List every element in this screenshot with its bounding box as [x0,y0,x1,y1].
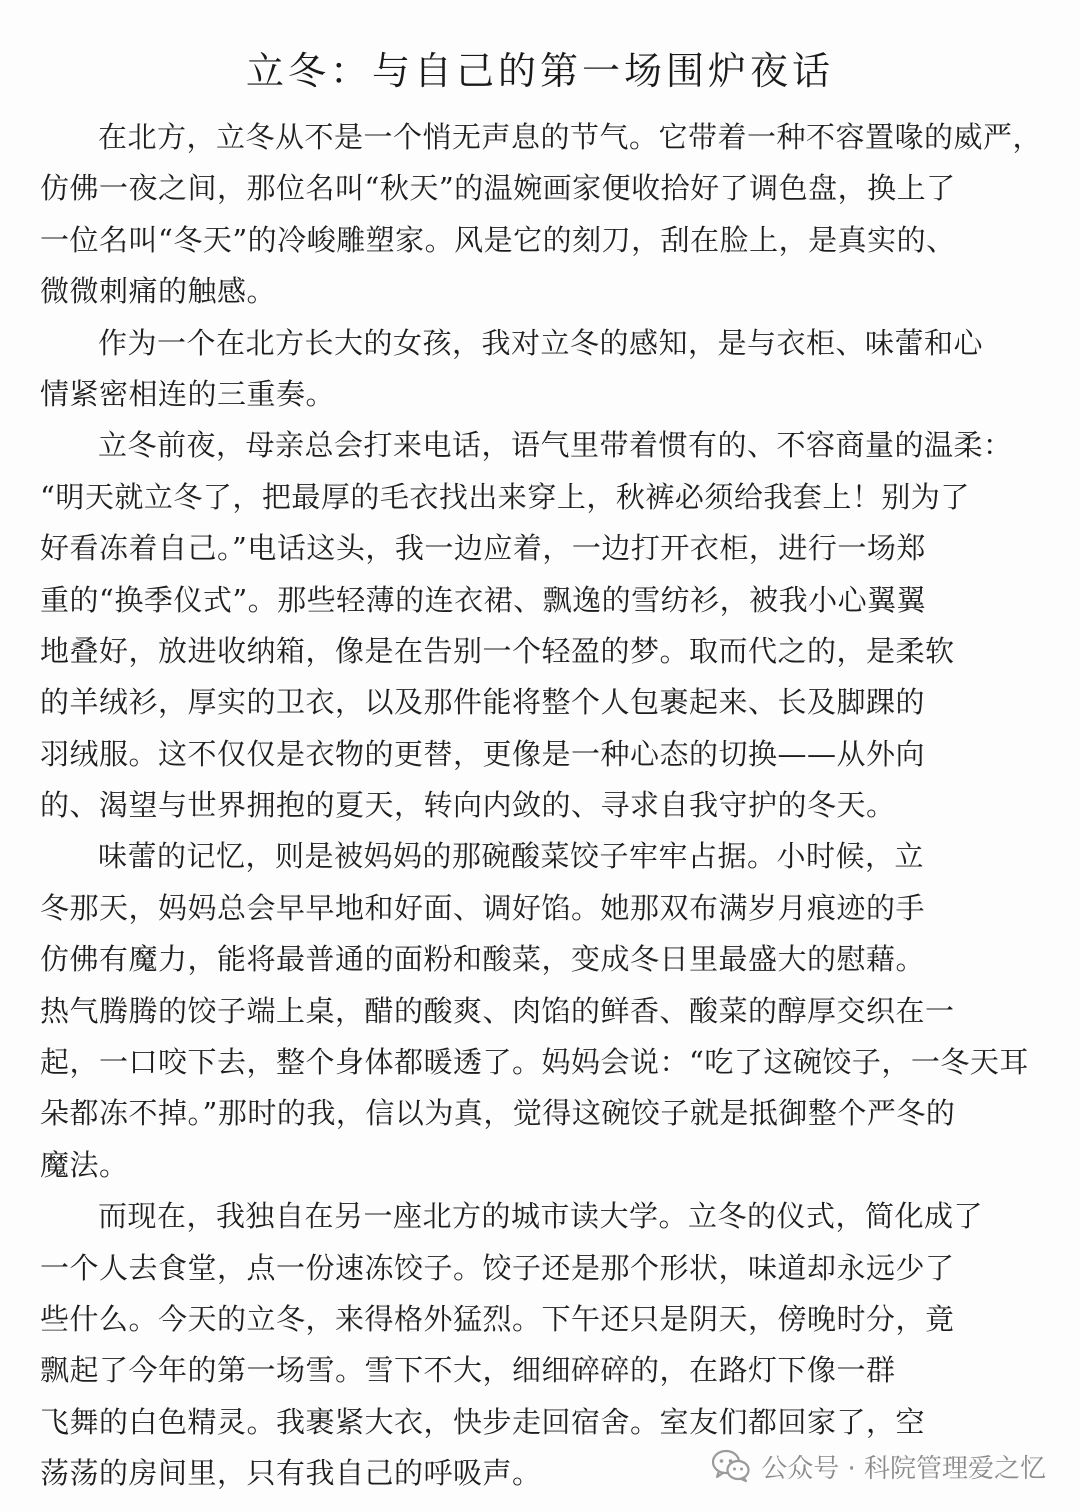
text-line: 重的“换季仪式”。那些轻薄的连衣裙、飘逸的雪纺衫，被我小心翼翼 [40,582,927,617]
text-line: 仿佛有魔力，能将最普通的面粉和酸菜，变成冬日里最盛大的慰藉。 [40,942,926,977]
text-line: 地叠好，放进收纳箱，像是在告别一个轻盈的梦。取而代之的，是柔软 [40,633,955,668]
text-line: 飘起了今年的第一场雪。雪下不大，细细碎碎的，在路灯下像一群 [40,1353,896,1388]
text-line: 的羊绒衫，厚实的卫衣，以及那件能将整个人包裹起来、长及脚踝的 [40,685,926,720]
watermark-text: 公众号 · 科院管理爱之忆 [761,1453,1046,1484]
wechat-icon [711,1449,751,1483]
text-line: 立冬前夜，母亲总会打来电话，语气里带着惯有的、不容商量的温柔： [98,428,1013,463]
text-line: 情紧密相连的三重奏。 [40,376,336,411]
text-line: 好看冻着自己。”电话这头，我一边应着，一边打开衣柜，进行一场郑 [40,531,926,566]
watermark [711,1444,1046,1488]
text-line: 飞舞的白色精灵。我裹紧大衣，快步走回宿舍。室友们都回家了，空 [40,1404,926,1439]
text-line: 味蕾的记忆，则是被妈妈的那碗酸菜饺子牢牢占据。小时候，立 [98,839,925,874]
text-line: 魔法。 [40,1147,129,1182]
text-line: “明天就立冬了，把最厚的毛衣找出来穿上，秋裤必须给我套上！别为了 [40,479,970,514]
essay-title: 立冬：与自己的第一场围炉夜话 [245,49,834,93]
text-line: 仿佛一夜之间，那位名叫“秋天”的温婉画家便收拾好了调色盘，换上了 [40,171,956,206]
text-line: 起，一口咬下去，整个身体都暖透了。妈妈会说：“吃了这碗饺子，一冬天耳 [40,1045,1029,1080]
text-line: 朵都冻不掉。”那时的我，信以为真，觉得这碗饺子就是抵御整个严冬的 [40,1096,956,1131]
text-line: 些什么。今天的立冬，来得格外猛烈。下午还只是阴天，傍晚时分，竟 [40,1301,955,1336]
text-line: 荡荡的房间里，只有我自己的呼吸声。 [40,1456,542,1491]
text-line: 冬那天，妈妈总会早早地和好面、调好馅。她那双布满岁月痕迹的手 [40,890,926,925]
text-line: 作为一个在北方长大的女孩，我对立冬的感知，是与衣柜、味蕾和心 [98,325,984,360]
text-line: 一个人去食堂，点一份速冻饺子。饺子还是那个形状，味道却永远少了 [40,1250,955,1285]
text-line: 的、渴望与世界拥抱的夏天，转向内敛的、寻求自我守护的冬天。 [40,788,896,823]
essay-body [40,112,1050,1500]
text-line: 而现在，我独自在另一座北方的城市读大学。立冬的仪式，简化成了 [98,1199,984,1234]
text-line: 在北方，立冬从不是一个悄无声息的节气。它带着一种不容置喙的威严， [98,120,1043,154]
text-line: 热气腾腾的饺子端上桌，醋的酸爽、肉馅的鲜香、酸菜的醇厚交织在一 [40,993,955,1028]
text-line: 一位名叫“冬天”的冷峻雕塑家。风是它的刻刀，刮在脸上，是真实的、 [40,222,956,257]
text-line: 羽绒服。这不仅仅是衣物的更替，更像是一种心态的切换——从外向 [40,736,926,771]
text-line: 微微刺痛的触感。 [40,274,277,309]
